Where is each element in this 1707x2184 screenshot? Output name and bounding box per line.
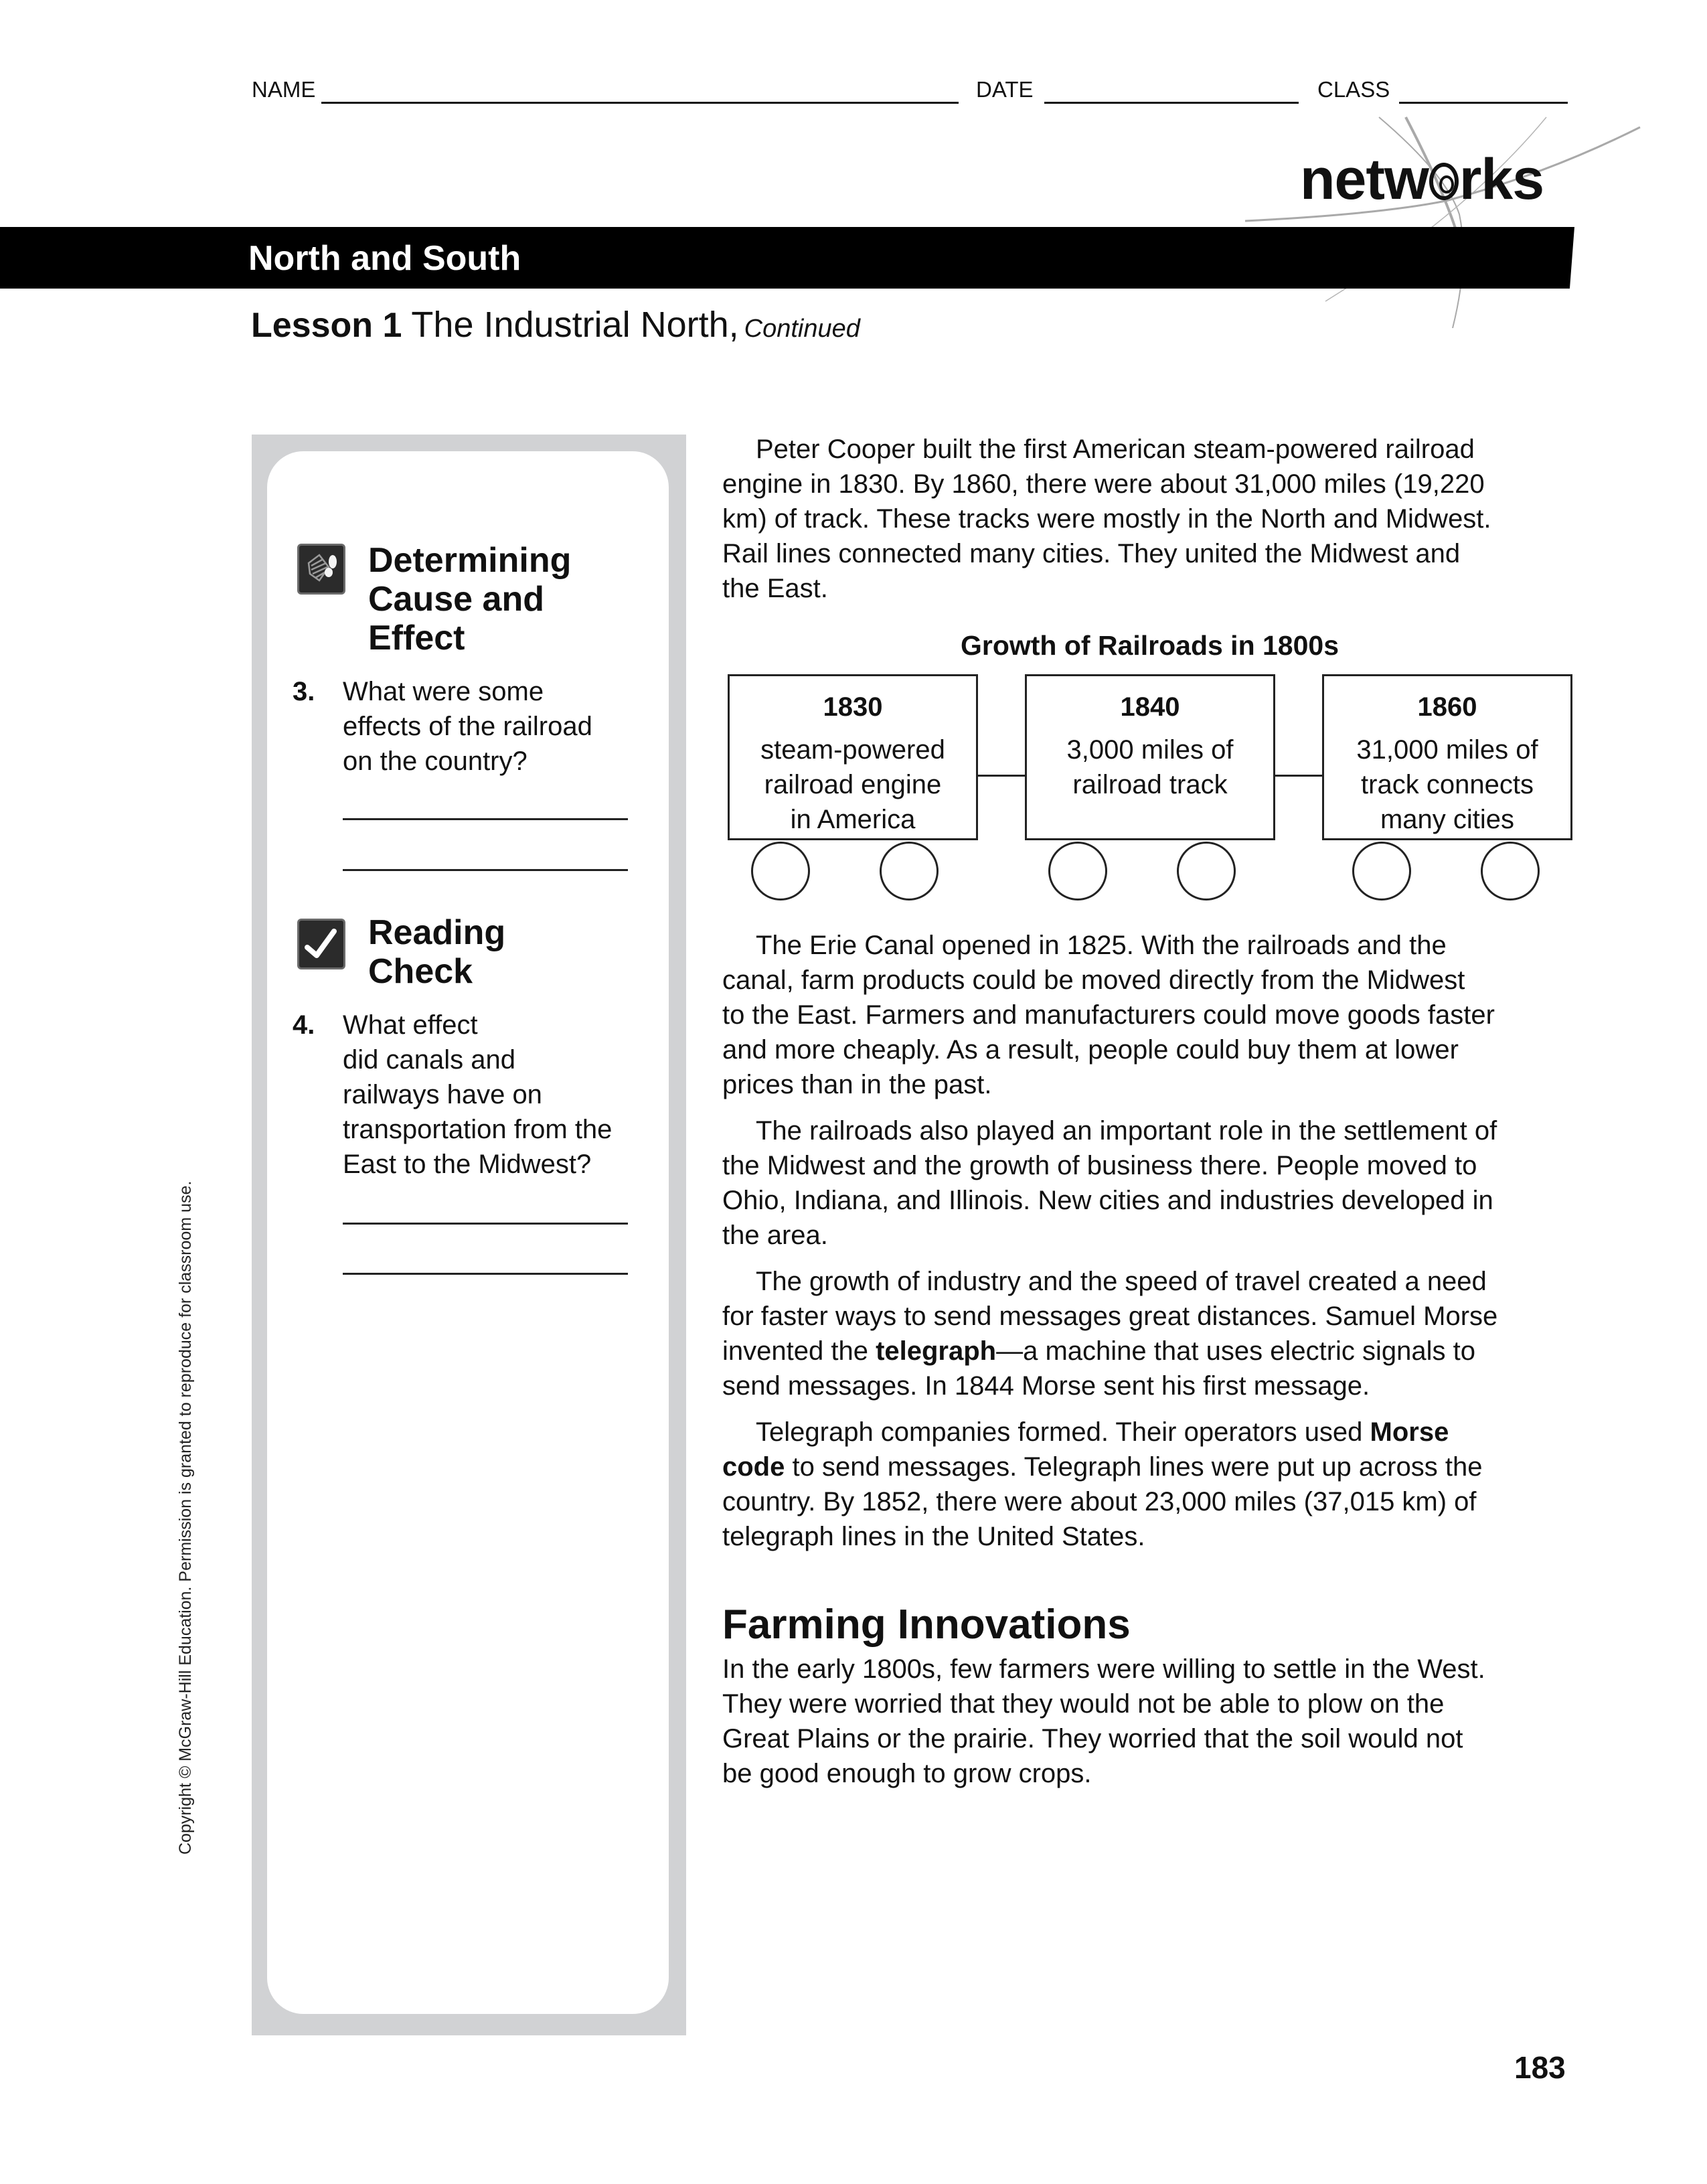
car-text-line: railroad track [1072,770,1228,799]
car-year: 1840 [1120,692,1180,722]
question-line: on the country? [343,747,527,776]
class-label: CLASS [1317,77,1390,102]
text-line: Great Plains or the prairie. They worried that the soil would not [722,1724,1463,1753]
text-line [722,1415,1579,1450]
car-description [1324,732,1570,837]
text-line: In the early 1800s, few farmers were willing to settle in the West. [722,1654,1485,1684]
text-line: Ohio, Indiana, and Illinois. New cities and industries developed in [722,1186,1493,1215]
text-line: The Erie Canal opened in 1825. With the railroads and the [756,931,1447,960]
chapter-banner [0,227,1574,289]
date-label: DATE [976,77,1034,102]
question-line: effects of the railroad [343,712,592,741]
sidebar-heading-reading-check [368,913,505,991]
text-line [722,1334,1579,1369]
car-year: 1830 [823,692,883,722]
logo-text-suffix: rks [1459,147,1544,212]
car-text-line: in America [790,805,916,834]
text-segment: invented the [722,1336,876,1366]
answer-line-4a[interactable] [343,1223,628,1225]
logo-text-prefix: netw [1300,147,1429,212]
car-text-line: railroad engine [764,770,942,799]
text-line: The growth of industry and the speed of travel created a need [756,1267,1487,1296]
question-3-text [343,674,592,779]
text-line [722,1450,1579,1484]
question-line: railways have on [343,1080,542,1109]
lesson-name: The Industrial North, [411,305,739,345]
car-coupler [978,775,1025,777]
name-label: NAME [252,77,316,102]
paragraph-erie-canal [722,928,1579,1102]
heading-line: Reading [368,913,506,952]
lesson-title [251,303,860,356]
copyright-notice: Copyright © McGraw-Hill Education. Permission is granted to reproduce for classroom use. [176,1180,195,1855]
key-term-telegraph: telegraph [876,1336,997,1366]
logo-target-icon [1429,163,1459,200]
key-term-morse-code: code [722,1452,785,1482]
wheel-icon [1481,842,1540,901]
page-number: 183 [1514,2050,1566,2085]
question-number: 4. [293,1010,315,1040]
chapter-title: North and South [248,239,521,278]
text-line: to the East. Farmers and manufacturers could move goods faster [722,1000,1495,1030]
question-line: East to the Midwest? [343,1150,592,1179]
date-field[interactable] [1044,102,1299,104]
heading-line: Cause and [368,580,544,619]
text-segment: Telegraph companies formed. Their operators used [756,1417,1370,1447]
text-line: engine in 1830. By 1860, there were about 31,000 miles (19,220 [722,469,1485,499]
text-segment: to send messages. Telegraph lines were put up across the [785,1452,1483,1482]
text-line: km) of track. These tracks were mostly in the North and Midwest. [722,504,1491,534]
checkmark-icon [297,919,345,969]
car-text-line: steam-powered [760,735,945,765]
answer-line-3b[interactable] [343,869,628,871]
question-line: What were some [343,677,544,706]
lesson-number: Lesson 1 [251,306,402,345]
paragraph-midwest-settlement [722,1113,1579,1253]
question-line: did canals and [343,1045,515,1075]
section-heading-farming: Farming Innovations [722,1602,1131,1648]
text-line: the area. [722,1221,828,1250]
diagram-title: Growth of Railroads in 1800s [960,630,1339,661]
paragraph-farming [722,1652,1579,1791]
answer-line-3a[interactable] [343,818,628,820]
name-field[interactable] [321,102,959,104]
heading-line: Effect [368,619,465,657]
paragraph-morse-code [722,1415,1579,1554]
wheel-icon [880,842,939,901]
car-text-line: 31,000 miles of [1356,735,1538,765]
sidebar-heading-cause-effect [368,541,571,657]
text-line: the Midwest and the growth of business there. People moved to [722,1151,1477,1180]
heading-line: Check [368,952,473,991]
car-text-line: many cities [1380,805,1515,834]
car-text-line: track connects [1361,770,1534,799]
question-number: 3. [293,677,315,706]
text-line: send messages. In 1844 Morse sent his first message. [722,1371,1370,1401]
text-line: and more cheaply. As a result, people could buy them at lower [722,1035,1459,1065]
railroad-car-1830 [728,674,978,840]
text-line: Peter Cooper built the first American steam-powered railroad [756,435,1475,464]
text-line: prices than in the past. [722,1070,992,1099]
wheel-icon [1177,842,1236,901]
car-year: 1860 [1417,692,1477,722]
text-line: country. By 1852, there were about 23,000 miles (37,015 km) of [722,1487,1477,1516]
car-description [730,732,976,837]
railroad-car-1860 [1322,674,1572,840]
text-line: be good enough to grow crops. [722,1759,1092,1788]
question-4-text [343,1008,612,1182]
car-text-line: 3,000 miles of [1066,735,1234,765]
text-line: They were worried that they would not be able to plow on the [722,1689,1445,1719]
car-coupler [1275,775,1322,777]
text-segment: —a machine that uses electric signals to [996,1336,1476,1366]
question-line: transportation from the [343,1115,613,1144]
networks-logo [1300,146,1544,213]
wheel-icon [1352,842,1411,901]
car-description [1027,732,1273,802]
answer-line-4b[interactable] [343,1273,628,1275]
text-line: canal, farm products could be moved directly from the Midwest [722,965,1465,995]
railroad-car-1840 [1025,674,1275,840]
wheel-icon [1048,842,1107,901]
wheel-icon [751,842,810,901]
text-line: Rail lines connected many cities. They united the Midwest and [722,539,1461,568]
text-line: the East. [722,574,828,603]
paragraph-railroad-intro [722,432,1579,606]
question-line: What effect [343,1010,478,1040]
key-term-morse-code: Morse [1370,1417,1449,1447]
paragraph-telegraph [722,1264,1579,1403]
text-line: telegraph lines in the United States. [722,1522,1145,1551]
text-line: for faster ways to send messages great distances. Samuel Morse [722,1302,1498,1331]
heading-line: Determining [368,541,572,580]
class-field[interactable] [1399,102,1568,104]
cause-effect-icon [297,544,345,595]
continued-label: Continued [744,315,860,343]
text-line: The railroads also played an important role in the settlement of [756,1116,1497,1146]
